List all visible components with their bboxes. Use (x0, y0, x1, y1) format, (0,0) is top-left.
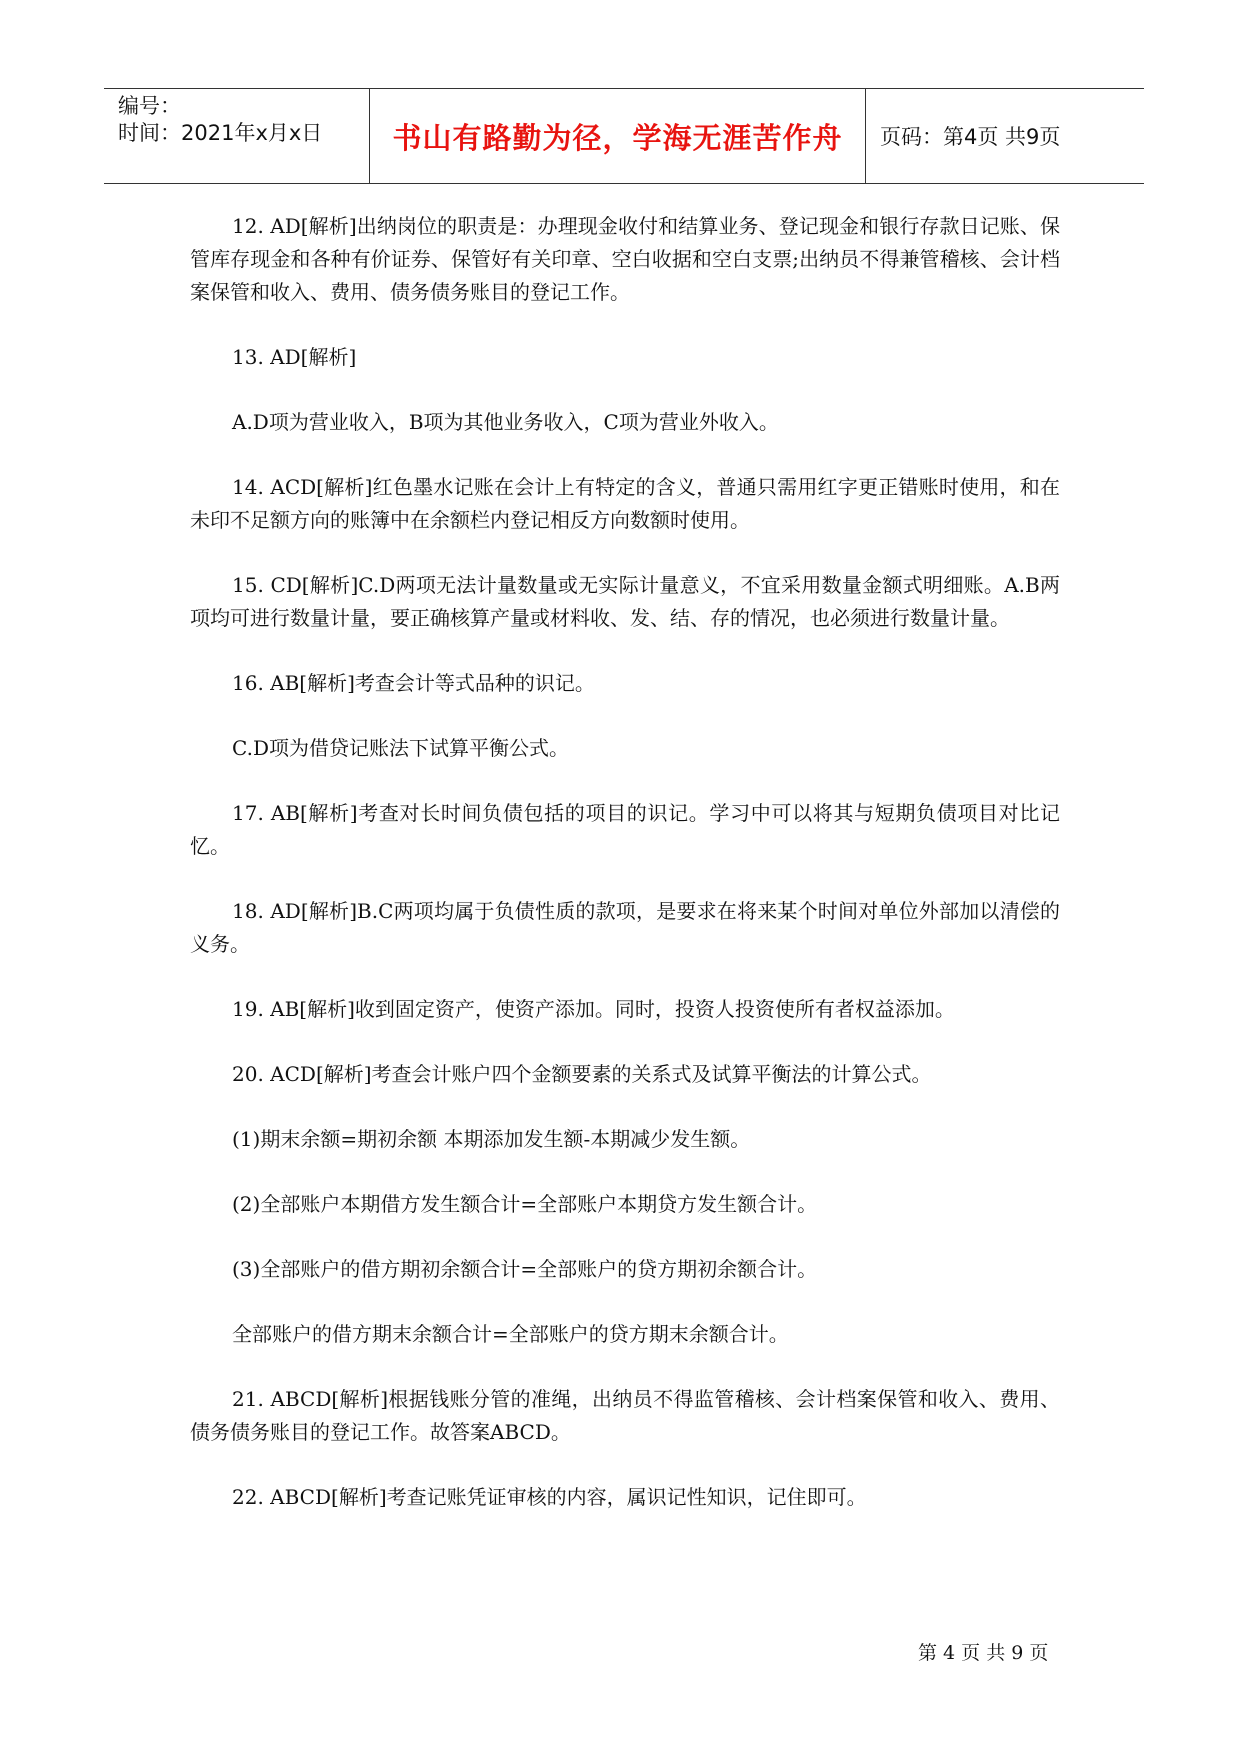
paragraph-17: 17. AB[解析]考查对长时间负债包括的项目的识记。学习中可以将其与短期负债项目对比记忆。 (190, 801, 1060, 858)
formula-2: (2)全部账户本期借方发生额合计=全部账户本期贷方发生额合计。 (232, 1192, 818, 1216)
paragraph-16: 16. AB[解析]考查会计等式品种的识记。 (232, 671, 595, 695)
header-left-cell (118, 89, 368, 183)
paragraph-21: 21. ABCD[解析]根据钱账分管的准绳，出纳员不得监管稽核、会计档案保管和收入、费用、债务债务账目的登记工作。故答案ABCD。 (190, 1387, 1060, 1444)
number-label: 编号： (118, 94, 181, 118)
paragraph-22: 22. ABCD[解析]考查记账凭证审核的内容，属识记性知识，记住即可。 (232, 1485, 867, 1509)
paragraph-19: 19. AB[解析]收到固定资产，使资产添加。同时，投资人投资使所有者权益添加。 (232, 997, 955, 1021)
paragraph-18: 18. AD[解析]B.C两项均属于负债性质的款项，是要求在将来某个时间对单位外部加以清偿的义务。 (190, 899, 1060, 956)
paragraph-13-detail: A.D项为营业收入，B项为其他业务收入，C项为营业外收入。 (232, 410, 779, 434)
page-label: 页码：第4页 共9页 (880, 125, 1061, 149)
paragraph-15: 15. CD[解析]C.D两项无法计量数量或无实际计量意义，不宜采用数量金额式明细账。A.B两项均可进行数量计量，要正确核算产量或材料收、发、结、存的情况，也必须进行数量计量。 (190, 573, 1060, 630)
motto: 书山有路勤为径，学海无涯苦作舟 (369, 89, 866, 183)
paragraph-16-detail: C.D项为借贷记账法下试算平衡公式。 (232, 736, 569, 760)
time-label: 时间：2021年x月x日 (118, 121, 323, 145)
paragraph-13: 13. AD[解析] (232, 345, 357, 369)
paragraph-12: 12. AD[解析]出纳岗位的职责是：办理现金收付和结算业务、登记现金和银行存款日记账、保管库存现金和各种有价证券、保管好有关印章、空白收据和空白支票;出纳员不得兼管稽核、会计档案保管和收入、费用、债务债务账目的登记工作。 (190, 214, 1060, 304)
document-body (190, 210, 1060, 1546)
formula-3-detail: 全部账户的借方期末余额合计=全部账户的贷方期末余额合计。 (232, 1322, 789, 1346)
paragraph-20: 20. ACD[解析]考查会计账户四个金额要素的关系式及试算平衡法的计算公式。 (232, 1062, 932, 1086)
page-footer: 第 4 页 共 9 页 (918, 1642, 1049, 1664)
formula-1: (1)期末余额=期初余额 本期添加发生额-本期减少发生额。 (232, 1127, 751, 1151)
formula-3: (3)全部账户的借方期初余额合计=全部账户的贷方期初余额合计。 (232, 1257, 818, 1281)
paragraph-14: 14. ACD[解析]红色墨水记账在会计上有特定的含义，普通只需用红字更正错账时使用，和在未印不足额方向的账簿中在余额栏内登记相反方向数额时使用。 (190, 475, 1060, 532)
page-header (104, 88, 1144, 184)
